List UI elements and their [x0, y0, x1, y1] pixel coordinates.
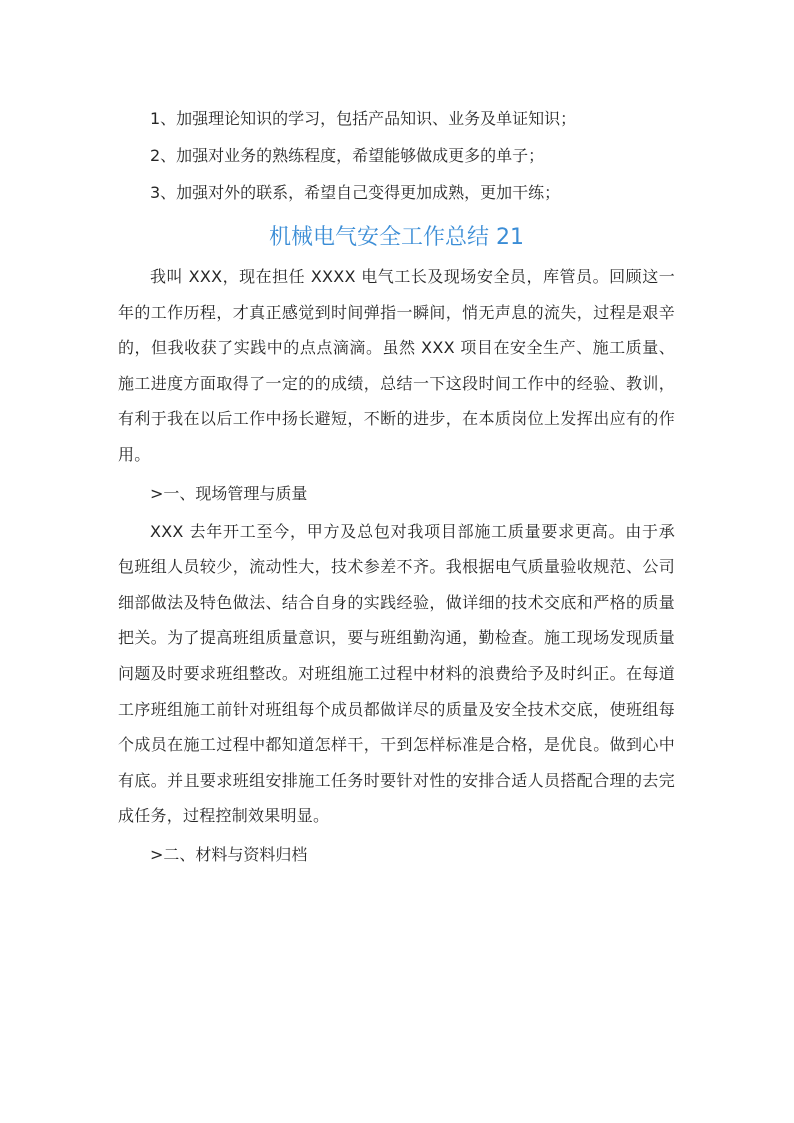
intro-paragraph: 我叫 XXX，现在担任 XXXX 电气工长及现场安全员，库管员。回顾这一年的工作历程，才真正感觉到时间弹指一瞬间，悄无声息的流失，过程是艰辛的，但我收获了实践中的点点滴滴。虽然 XXX 项目在安全生产、施工质量、施工进度方面取得了一定的的成绩，总结一下这段时间工作中的经验、教训，有利于我在以后工作中扬长避短，不断的进步，在本质岗位上发挥出应有的作用。 — [118, 267, 675, 464]
list-item-2: 2、加强对业务的熟练程度，希望能够做成更多的单子； — [150, 146, 545, 165]
subheading-materials-archive: >二、材料与资料归档 — [150, 844, 308, 864]
subheading-site-management: >一、现场管理与质量 — [150, 483, 308, 503]
list-item-3: 3、加强对外的联系，希望自己变得更加成熟，更加干练； — [150, 183, 561, 202]
section-heading: 机械电气安全工作总结 21 — [269, 225, 524, 250]
list-item-1: 1、加强理论知识的学习，包括产品知识、业务及单证知识； — [150, 109, 577, 128]
site-management-paragraph: XXX 去年开工至今，甲方及总包对我项目部施工质量要求更高。由于承包班组人员较少，流动性大，技术参差不齐。我根据电气质量验收规范、公司细部做法及特色做法、结合自身的实践经验，做详细的技术交底和严格的质量把关。为了提高班组质量意识，要与班组勤沟通，勤检查。施工现场发现质量问题及时要求班组整改。对班组施工过程中材料的浪费给予及时纠正。在每道工序班组施工前针对班组每个成员都做详尽的质量及安全技术交底，使班组每个成员在施工过程中都知道怎样干，干到怎样标准是合格，是优良。做到心中有底。并且要求班组安排施工任务时要针对性的安排合适人员搭配合理的去完成任务，过程控制效果明显。 — [118, 521, 675, 826]
document-content — [118, 100, 675, 875]
